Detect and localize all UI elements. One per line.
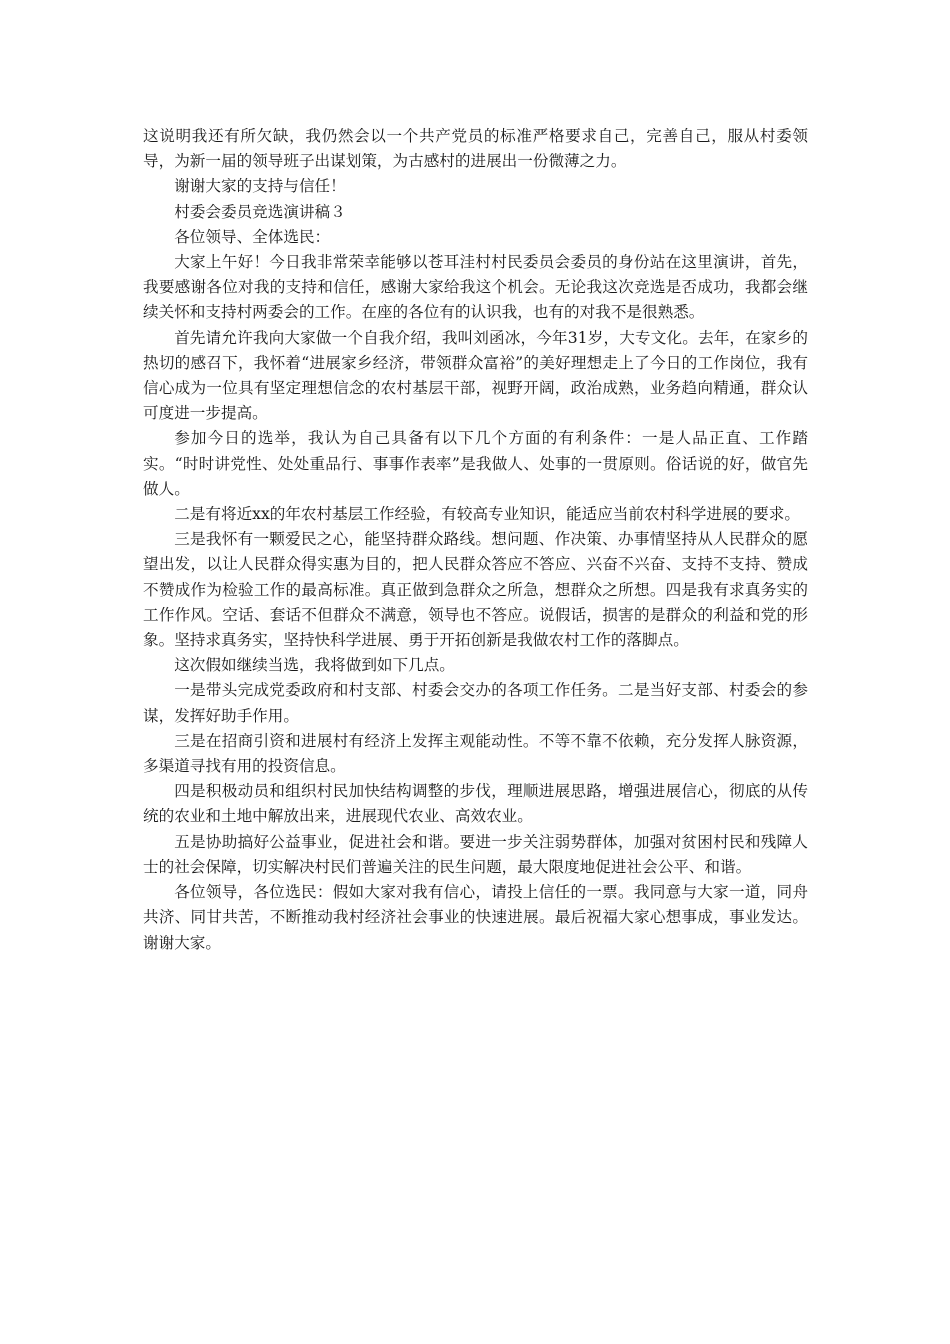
- paragraph-plan-five: 五是协助搞好公益事业，促进社会和谐。要进一步关注弱势群体，加强对贫困村民和残障人士的社会保障，切实解决村民们普遍关注的民生问题，最大限度地促进社会公平、和谐。: [143, 832, 808, 876]
- paragraph-plan-intro: 这次假如继续当选，我将做到如下几点。: [174, 656, 455, 675]
- paragraph-plan-one-two: 一是带头完成党委政府和村支部、村委会交办的各项工作任务。二是当好支部、村委会的参谋，发挥好助手作用。: [143, 681, 808, 725]
- paragraph-plan-four: 四是积极动员和组织村民加快结构调整的步伐，理顺进展思路，增强进展信心，彻底的从传统的农业和土地中解放出来，进展现代农业、高效农业。: [143, 782, 808, 826]
- paragraph-closing: 各位领导，各位选民：假如大家对我有信心，请投上信任的一票。我同意与大家一道，同舟共济、同甘共苦，不断推动我村经济社会事业的快速进展。最后祝福大家心想事成，事业发达。谢谢大家。: [143, 883, 808, 952]
- paragraph-continuation: 这说明我还有所欠缺，我仍然会以一个共产党员的标准严格要求自己，完善自己，服从村委领导，为新一届的领导班子出谋划策，为古感村的进展出一份微薄之力。: [143, 127, 808, 171]
- paragraph-plan-three: 三是在招商引资和进展村有经济上发挥主观能动性。不等不靠不依赖，充分发挥人脉资源，多渠道寻找有用的投资信息。: [143, 731, 808, 776]
- paragraph-condition-three-four: 三是我怀有一颗爱民之心，能坚持群众路线。想问题、作决策、办事情坚持从人民群众的愿望出发，以让人民群众得实惠为目的，把人民群众答应不答应、兴奋不兴奋、支持不支持、赞成不赞成作为检验工作的最高标准。真正做到急群众之所急，想群众之所想。四是我有求真务实的工作作风。空话、套话不但群众不满意，领导也不答应。说假话，损害的是群众的利益和党的形象。坚持求真务实，坚持快科学进展、勇于开拓创新是我做农村工作的落脚点。: [143, 530, 808, 650]
- section-title: 村委会委员竞选演讲稿３: [174, 202, 346, 221]
- paragraph-greeting: 大家上午好！今日我非常荣幸能够以苍耳洼村村民委员会委员的身份站在这里演讲，首先，我要感谢各位对我的支持和信任，感谢大家给我这个机会。无论我这次竞选是否成功，我都会继续关怀和支持村两委会的工作。在座的各位有的认识我，也有的对我不是很熟悉。: [143, 253, 808, 322]
- document-body: [143, 124, 808, 956]
- paragraph-self-introduction: 首先请允许我向大家做一个自我介绍，我叫刘函冰，今年31岁，大专文化。去年，在家乡的热切的感召下，我怀着“进展家乡经济，带领群众富裕”的美好理想走上了今日的工作岗位，我有信心成为一位具有坚定理想信念的农村基层干部，视野开阔，政治成熟，业务趋向精通，群众认可度进一步提高。: [143, 328, 808, 423]
- paragraph-conditions-intro: 参加今日的选举，我认为自己具备有以下几个方面的有利条件：一是人品正直、工作踏实。“时时讲党性、处处重品行、事事作表率”是我做人、处事的一贯原则。俗话说的好，做官先做人。: [143, 429, 808, 498]
- paragraph-condition-two: 二是有将近xx的年农村基层工作经验，有较高专业知识，能适应当前农村科学进展的要求。: [174, 505, 800, 524]
- paragraph-thanks: 谢谢大家的支持与信任！: [174, 177, 346, 196]
- paragraph-salutation: 各位领导、全体选民：: [174, 227, 331, 246]
